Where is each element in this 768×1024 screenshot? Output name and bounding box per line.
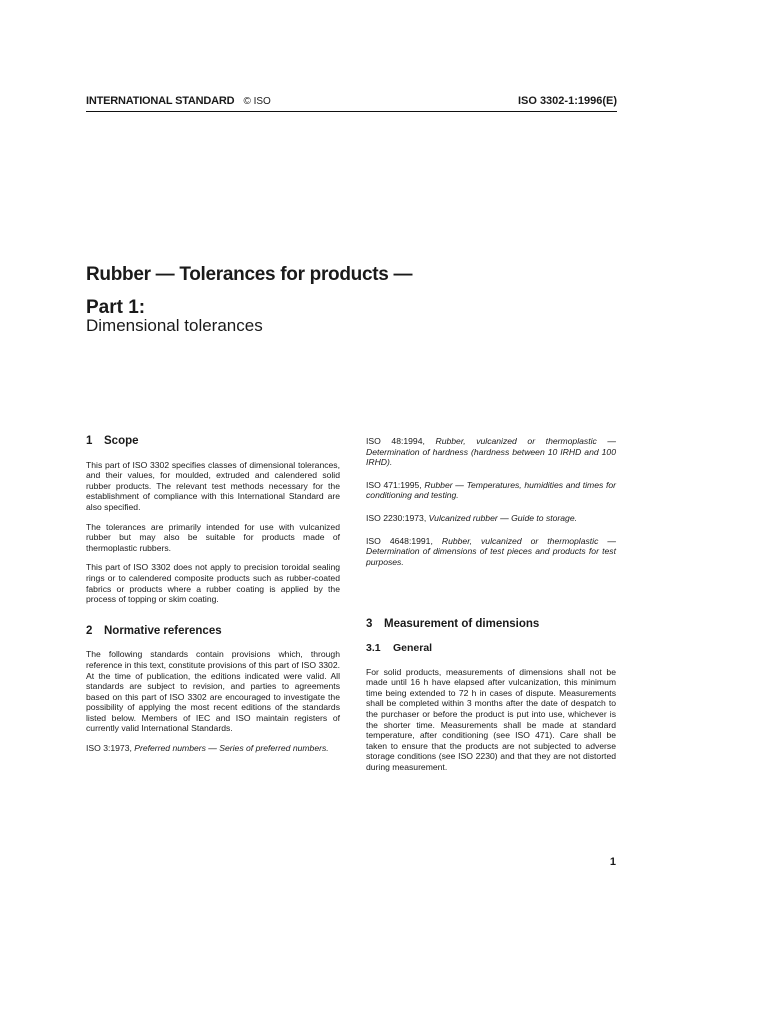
- reference-code: ISO 471:1995,: [366, 479, 422, 490]
- reference-code: ISO 2230:1973,: [366, 512, 427, 523]
- document-subtitle: Dimensional tolerances: [86, 316, 263, 335]
- subsection-heading-general: [366, 643, 616, 654]
- subsection-title: General: [393, 641, 433, 654]
- right-column: [366, 436, 616, 781]
- header-rule: [86, 111, 617, 112]
- reference-item: [366, 536, 616, 568]
- reference-title: Rubber, vulcanized or thermoplastic — Determination of hardness (hardness between 10 IRHD and 100 IRHD).: [366, 436, 616, 468]
- reference-title: Vulcanized rubber — Guide to storage.: [428, 512, 578, 523]
- normative-intro: The following standards contain provisions which, through reference in this text, constitute provisions of this part of ISO 3302. At the time of publication, the editions indicated were valid. All standards are subject to revision, and parties to agreements based on this part of ISO 3302 are encouraged to investigate the possibility of applying the most recent editions of the standards listed below. Members of IEC and ISO maintain registers of currently valid International Standards.: [86, 649, 340, 734]
- reference-item: [86, 743, 340, 754]
- reference-code: ISO 4648:1991,: [366, 535, 433, 546]
- section-title: Normative references: [104, 624, 222, 637]
- subsection-number: 3.1: [366, 641, 381, 654]
- reference-title: Preferred numbers — Series of preferred numbers.: [134, 743, 329, 754]
- section-title: Scope: [104, 435, 139, 447]
- scope-paragraph: This part of ISO 3302 specifies classes of dimensional tolerances, and their values, for moulded, extruded and calendered solid rubber products. The relevant test methods necessary for the establishment of compliance with this International Standard are also specified.: [86, 459, 340, 512]
- general-paragraph: For solid products, measurements of dimensions shall not be made until 16 h have elapsed after vulcanization, this minimum time being extended to 72 h in cases of dispute. Measurements shall be completed within 3 months after the date of despatch to the purchaser or before the product is put into use, whichever is the shorter time. Measurements shall be made at standard temperature, after conditioning (see ISO 471). Care shall be taken to ensure that the products are not subjected to adverse storage conditions (see ISO 2230) and that they are not distorted during measurement.: [366, 666, 616, 772]
- document-title: Rubber — Tolerances for products —: [86, 264, 413, 285]
- copyright-mark: © ISO: [243, 96, 271, 107]
- reference-title: Rubber, vulcanized or thermoplastic — Determination of dimensions of test pieces and products for test purposes.: [366, 535, 617, 567]
- reference-item: [366, 480, 616, 501]
- left-column: [86, 436, 340, 766]
- page-number: 1: [609, 856, 616, 868]
- reference-code: ISO 48:1994,: [366, 436, 425, 446]
- standard-label: INTERNATIONAL STANDARD: [86, 95, 235, 107]
- reference-title: Rubber — Temperatures, humidities and times for conditioning and testing.: [366, 479, 616, 501]
- part-label: Part 1:: [86, 297, 146, 318]
- scope-paragraph: This part of ISO 3302 does not apply to precision toroidal sealing rings or to calendered composite products such as rubber-coated fabrics or products where a rubber coating is applied by the process of topping or skim coating.: [86, 562, 340, 605]
- section-number: 3: [366, 618, 373, 631]
- reference-item: [366, 436, 616, 468]
- document-number: ISO 3302-1:1996(E): [517, 95, 617, 107]
- section-heading-measurement: [366, 619, 616, 630]
- section-number: 2: [86, 624, 93, 637]
- section-heading-normative-references: [86, 626, 340, 637]
- section-heading-scope: [86, 436, 340, 447]
- section-number: 1: [86, 435, 93, 447]
- section-title: Measurement of dimensions: [384, 618, 540, 631]
- scope-paragraph: The tolerances are primarily intended for use with vulcanized rubber but may also be suitable for products made of thermoplastic rubbers.: [86, 521, 340, 553]
- reference-code: ISO 3:1973,: [86, 743, 132, 754]
- reference-item: [366, 513, 616, 524]
- running-header-left: [86, 95, 271, 107]
